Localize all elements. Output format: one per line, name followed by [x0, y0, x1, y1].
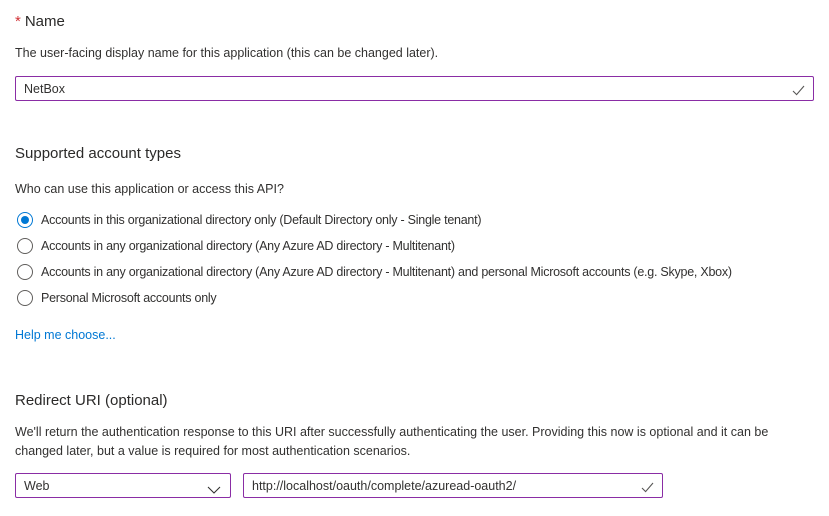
radio-option-personal-only[interactable] [15, 285, 814, 311]
radio-button-icon [17, 290, 33, 306]
help-me-choose-link[interactable]: Help me choose... [15, 328, 116, 342]
section-spacer [15, 101, 814, 144]
chevron-down-icon [207, 483, 221, 497]
radio-option-multitenant-personal[interactable] [15, 259, 814, 285]
platform-select-dropdown[interactable] [15, 473, 231, 498]
required-asterisk: * [15, 13, 21, 30]
account-types-question: Who can use this application or access this API? [15, 182, 284, 196]
radio-button-icon [17, 264, 33, 280]
account-types-title: Supported account types [15, 145, 181, 162]
radio-option-multitenant[interactable] [15, 233, 814, 259]
platform-selected-value: Web [24, 478, 50, 493]
name-section-title [15, 12, 814, 32]
name-input[interactable] [15, 76, 814, 101]
radio-option-single-tenant[interactable] [15, 207, 814, 233]
name-title-text: Name [24, 13, 65, 30]
radio-button-icon [17, 238, 33, 254]
redirect-uri-input[interactable] [243, 473, 663, 498]
uri-input-wrap [243, 473, 663, 498]
radio-option-label: Accounts in any organizational directory (Any Azure AD directory - Multitenant) [41, 239, 455, 253]
name-description: The user-facing display name for this application (this can be changed later). [15, 46, 439, 60]
radio-button-icon [17, 212, 33, 228]
account-types-radio-group [15, 207, 814, 311]
redirect-uri-row [15, 473, 814, 498]
redirect-uri-title: Redirect URI (optional) [15, 392, 168, 409]
redirect-uri-description: We'll return the authentication response to this URI after successfully authenticating the user. Providing this now is optional and it can be changed later, but a value is required for most authentication scenarios. [15, 425, 769, 458]
radio-option-label: Accounts in any organizational directory (Any Azure AD directory - Multitenant) and personal Microsoft accounts (e.g. Skype, Xbox) [41, 265, 732, 279]
radio-option-label: Personal Microsoft accounts only [41, 291, 217, 305]
name-input-wrap [15, 76, 814, 101]
radio-option-label: Accounts in this organizational directory only (Default Directory only - Single tenant) [41, 213, 482, 227]
